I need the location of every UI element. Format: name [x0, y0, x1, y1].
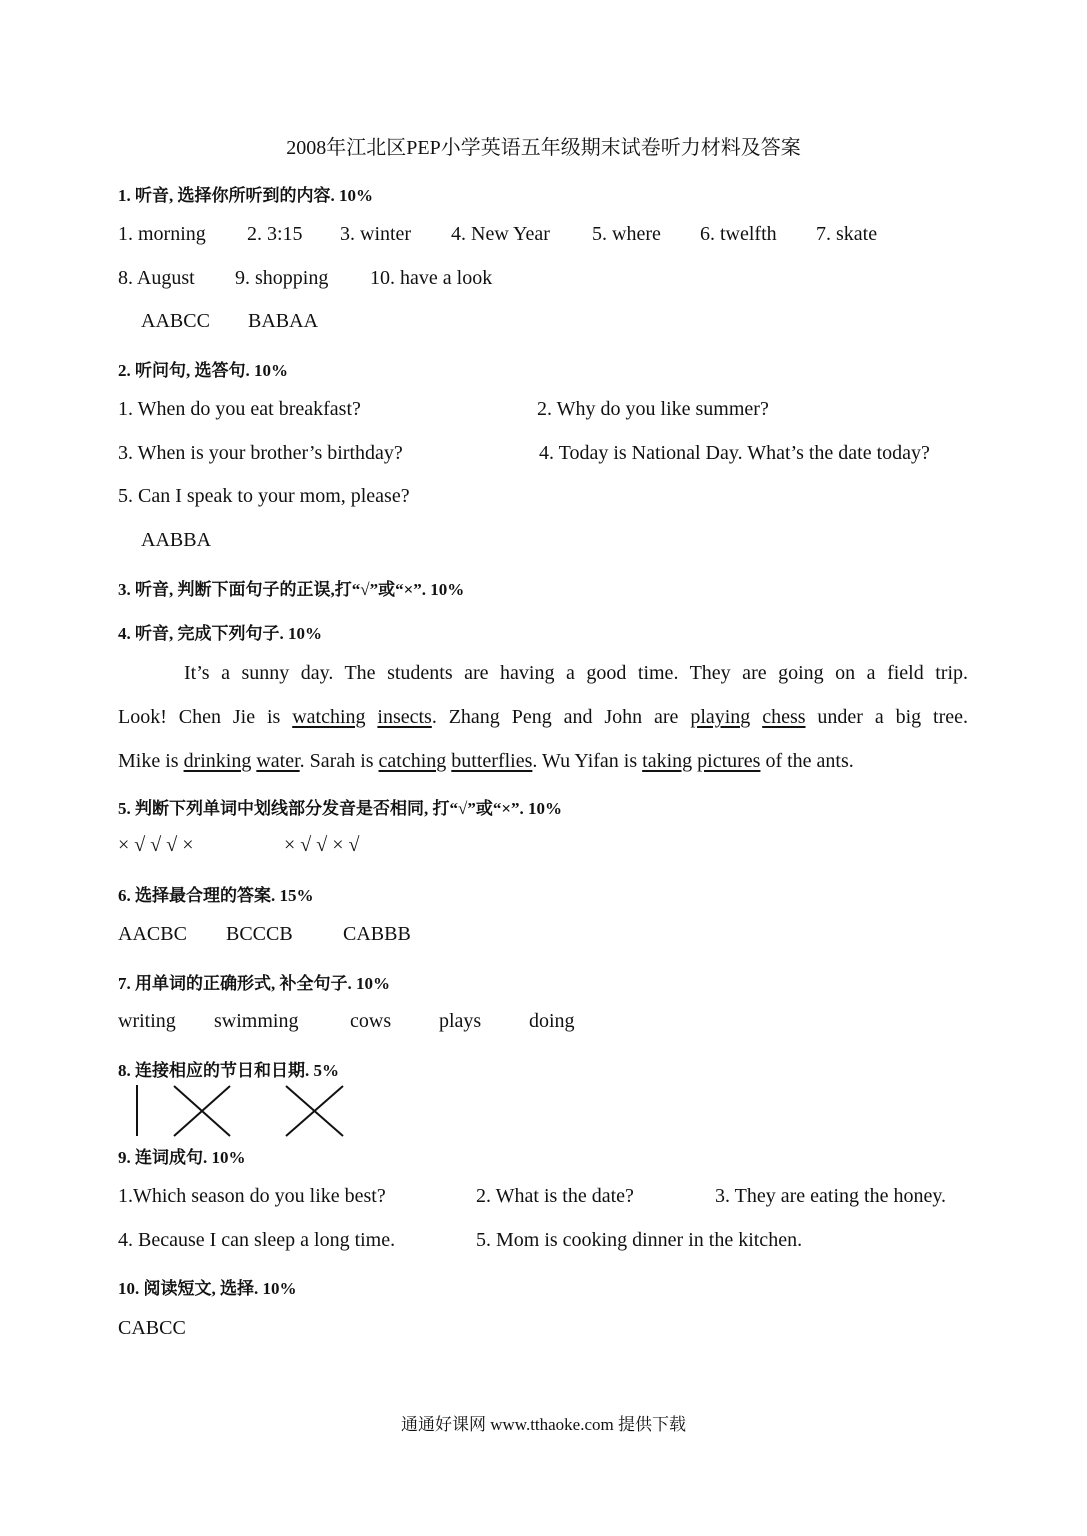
- section-3-heading: 3. 听音, 判断下面句子的正误,打“√”或“×”. 10%: [118, 580, 465, 599]
- answer-word: butterflies: [451, 750, 533, 772]
- s2-question-2: 2. Why do you like summer?: [537, 398, 769, 420]
- s1-answer-1: AABCC: [141, 310, 210, 332]
- section-9-heading: 9. 连词成句. 10%: [118, 1148, 246, 1167]
- answer-word: insects: [377, 706, 432, 728]
- section-8-heading: 8. 连接相应的节日和日期. 5%: [118, 1061, 339, 1080]
- s2-question-5: 5. Can I speak to your mom, please?: [118, 485, 410, 507]
- section-2-heading: 2. 听问句, 选答句. 10%: [118, 361, 288, 380]
- s4-passage-line-3: Mike is drinking water. Sarah is catching butterflies. Wu Yifan is taking pictures of the ants.: [118, 750, 854, 772]
- answer-word: water: [256, 750, 300, 772]
- s1-item-9: 9. shopping: [235, 267, 329, 289]
- s2-question-3: 3. When is your brother’s birthday?: [118, 442, 403, 464]
- section-5-heading: 5. 判断下列单词中划线部分发音是否相同, 打“√”或“×”. 10%: [118, 799, 563, 818]
- s7-word-3: cows: [350, 1010, 392, 1032]
- s1-item-4: 4. New Year: [451, 223, 550, 245]
- s7-word-4: plays: [439, 1010, 482, 1032]
- s1-item-8: 8. August: [118, 267, 195, 289]
- s9-answer-4: 4. Because I can sleep a long time.: [118, 1229, 396, 1251]
- s6-answer-2: BCCCB: [226, 923, 293, 945]
- section-10-heading: 10. 阅读短文, 选择. 10%: [118, 1279, 297, 1298]
- s6-answer-3: CABBB: [343, 923, 411, 945]
- s1-item-1: 1. morning: [118, 223, 206, 245]
- s1-item-3: 3. winter: [340, 223, 412, 245]
- s4-passage: [118, 660, 968, 792]
- answer-word: catching: [378, 750, 447, 772]
- s2-question-4: 4. Today is National Day. What’s the date today?: [539, 442, 930, 464]
- s1-answer-2: BABAA: [248, 310, 319, 332]
- answer-word: chess: [762, 706, 806, 728]
- s1-item-7: 7. skate: [816, 223, 878, 245]
- page-footer: 通通好课网 www.tthaoke.com 提供下载: [400, 1415, 687, 1434]
- s2-question-1: 1. When do you eat breakfast?: [118, 398, 361, 420]
- s7-word-1: writing: [118, 1010, 176, 1032]
- section-4-heading: 4. 听音, 完成下列句子. 10%: [118, 624, 322, 643]
- matching-lines: [118, 1082, 348, 1140]
- s4-passage-line-1: It’s a sunny day. The students are having a good time. They are going on a field trip.: [184, 662, 968, 684]
- answer-word: watching: [292, 706, 366, 728]
- s9-answer-1: 1.Which season do you like best?: [118, 1185, 386, 1207]
- s1-item-10: 10. have a look: [370, 267, 493, 289]
- s7-word-5: doing: [529, 1010, 575, 1032]
- section-6-heading: 6. 选择最合理的答案. 15%: [118, 886, 314, 905]
- answer-word: drinking: [183, 750, 252, 772]
- answer-word: pictures: [697, 750, 761, 772]
- s6-answer-1: AACBC: [118, 923, 187, 945]
- s9-answer-3: 3. They are eating the honey.: [715, 1185, 947, 1207]
- s7-word-2: swimming: [214, 1010, 299, 1032]
- s5-answer-2: × √ √ × √: [284, 834, 360, 856]
- section-1-heading: 1. 听音, 选择你所听到的内容. 10%: [118, 186, 373, 205]
- s1-item-6: 6. twelfth: [700, 223, 777, 245]
- section-7-heading: 7. 用单词的正确形式, 补全句子. 10%: [118, 974, 390, 993]
- answer-word: playing: [690, 706, 751, 728]
- s9-answer-5: 5. Mom is cooking dinner in the kitchen.: [476, 1229, 803, 1251]
- s2-answer: AABBA: [141, 529, 212, 551]
- s5-answer-1: × √ √ √ ×: [118, 834, 194, 856]
- s4-passage-line-2: Look! Chen Jie is watching insects. Zhang Peng and John are playing chess under a big tree.: [118, 706, 969, 728]
- s1-item-2: 2. 3:15: [247, 223, 303, 245]
- document-title: 2008年江北区PEP小学英语五年级期末试卷听力材料及答案: [286, 137, 801, 159]
- s1-item-5: 5. where: [592, 223, 661, 245]
- answer-word: taking: [642, 750, 693, 772]
- s10-answer: CABCC: [118, 1317, 186, 1339]
- s9-answer-2: 2. What is the date?: [476, 1185, 634, 1207]
